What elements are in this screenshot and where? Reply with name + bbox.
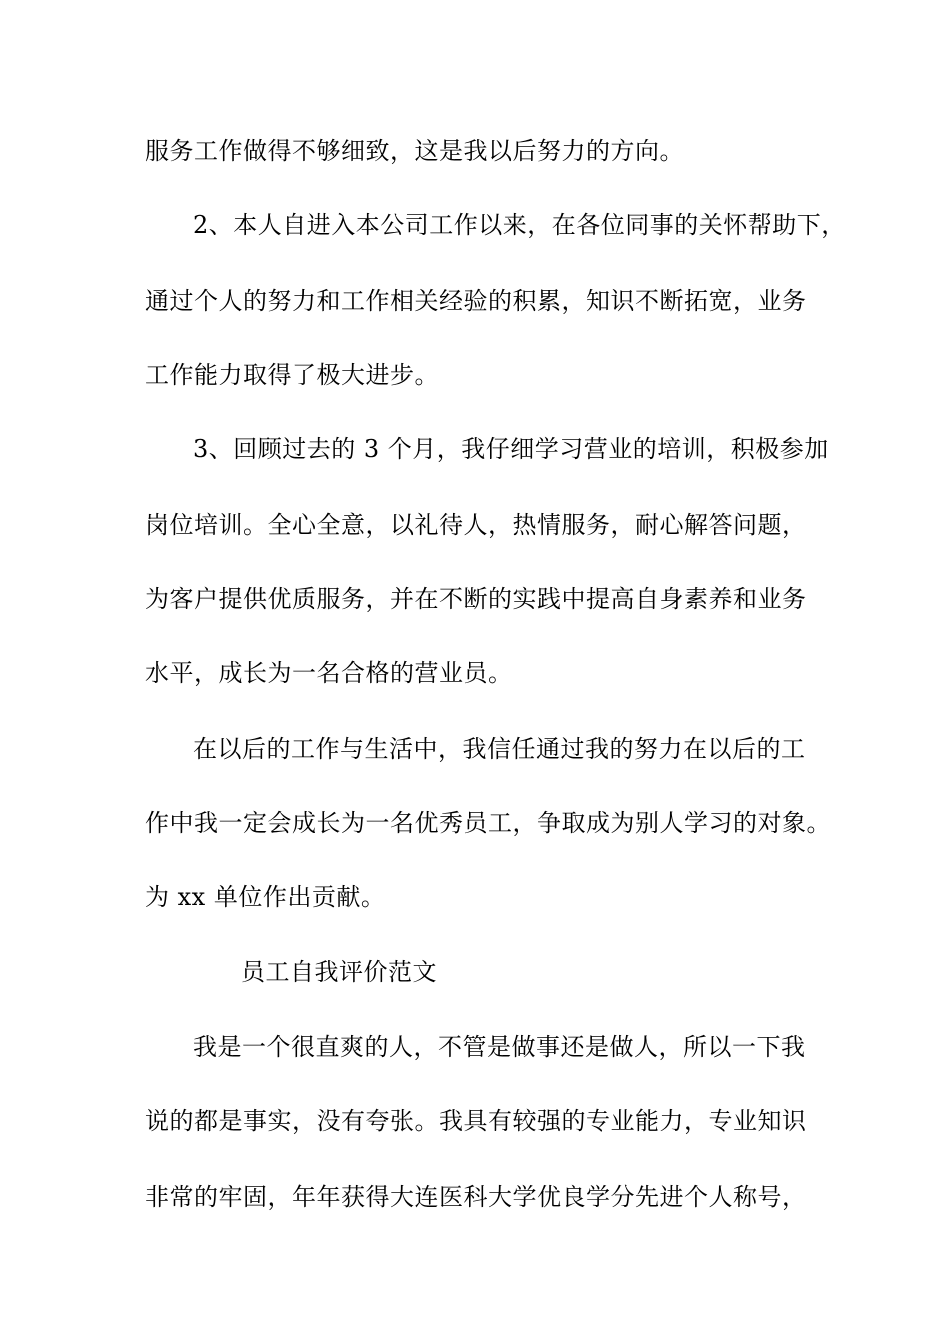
text-line-9: 在以后的工作与生活中，我信任通过我的努力在以后的工 (193, 735, 806, 763)
text-line-11: 为 xx 单位作出贡献。 (145, 883, 386, 911)
text-line-4: 工作能力取得了极大进步。 (145, 361, 439, 389)
text-line-6: 岗位培训。全心全意，以礼待人，热情服务，耐心解答问题， (145, 511, 807, 539)
text-line-13: 说的都是事实，没有夸张。我具有较强的专业能力，专业知识 (145, 1107, 807, 1135)
text-line-8: 水平，成长为一名合格的营业员。 (145, 659, 513, 687)
text-line-2: 2、本人自进入本公司工作以来，在各位同事的关怀帮助下， (193, 211, 846, 239)
text-line-5: 3、回顾过去的 3 个月，我仔细学习营业的培训，积极参加 (193, 435, 829, 463)
text-line-1: 服务工作做得不够细致，这是我以后努力的方向。 (145, 137, 684, 165)
text-line-3: 通过个人的努力和工作相关经验的积累，知识不断拓宽，业务 (145, 287, 807, 315)
text-line-12: 我是一个很直爽的人，不管是做事还是做人，所以一下我 (193, 1033, 806, 1061)
text-line-7: 为客户提供优质服务，并在不断的实践中提高自身素养和业务 (145, 585, 807, 613)
section-heading: 员工自我评价范文 (241, 958, 437, 986)
text-line-10: 作中我一定会成长为一名优秀员工，争取成为别人学习的对象。 (145, 809, 831, 837)
text-line-14: 非常的牢固，年年获得大连医科大学优良学分先进个人称号， (145, 1183, 807, 1211)
